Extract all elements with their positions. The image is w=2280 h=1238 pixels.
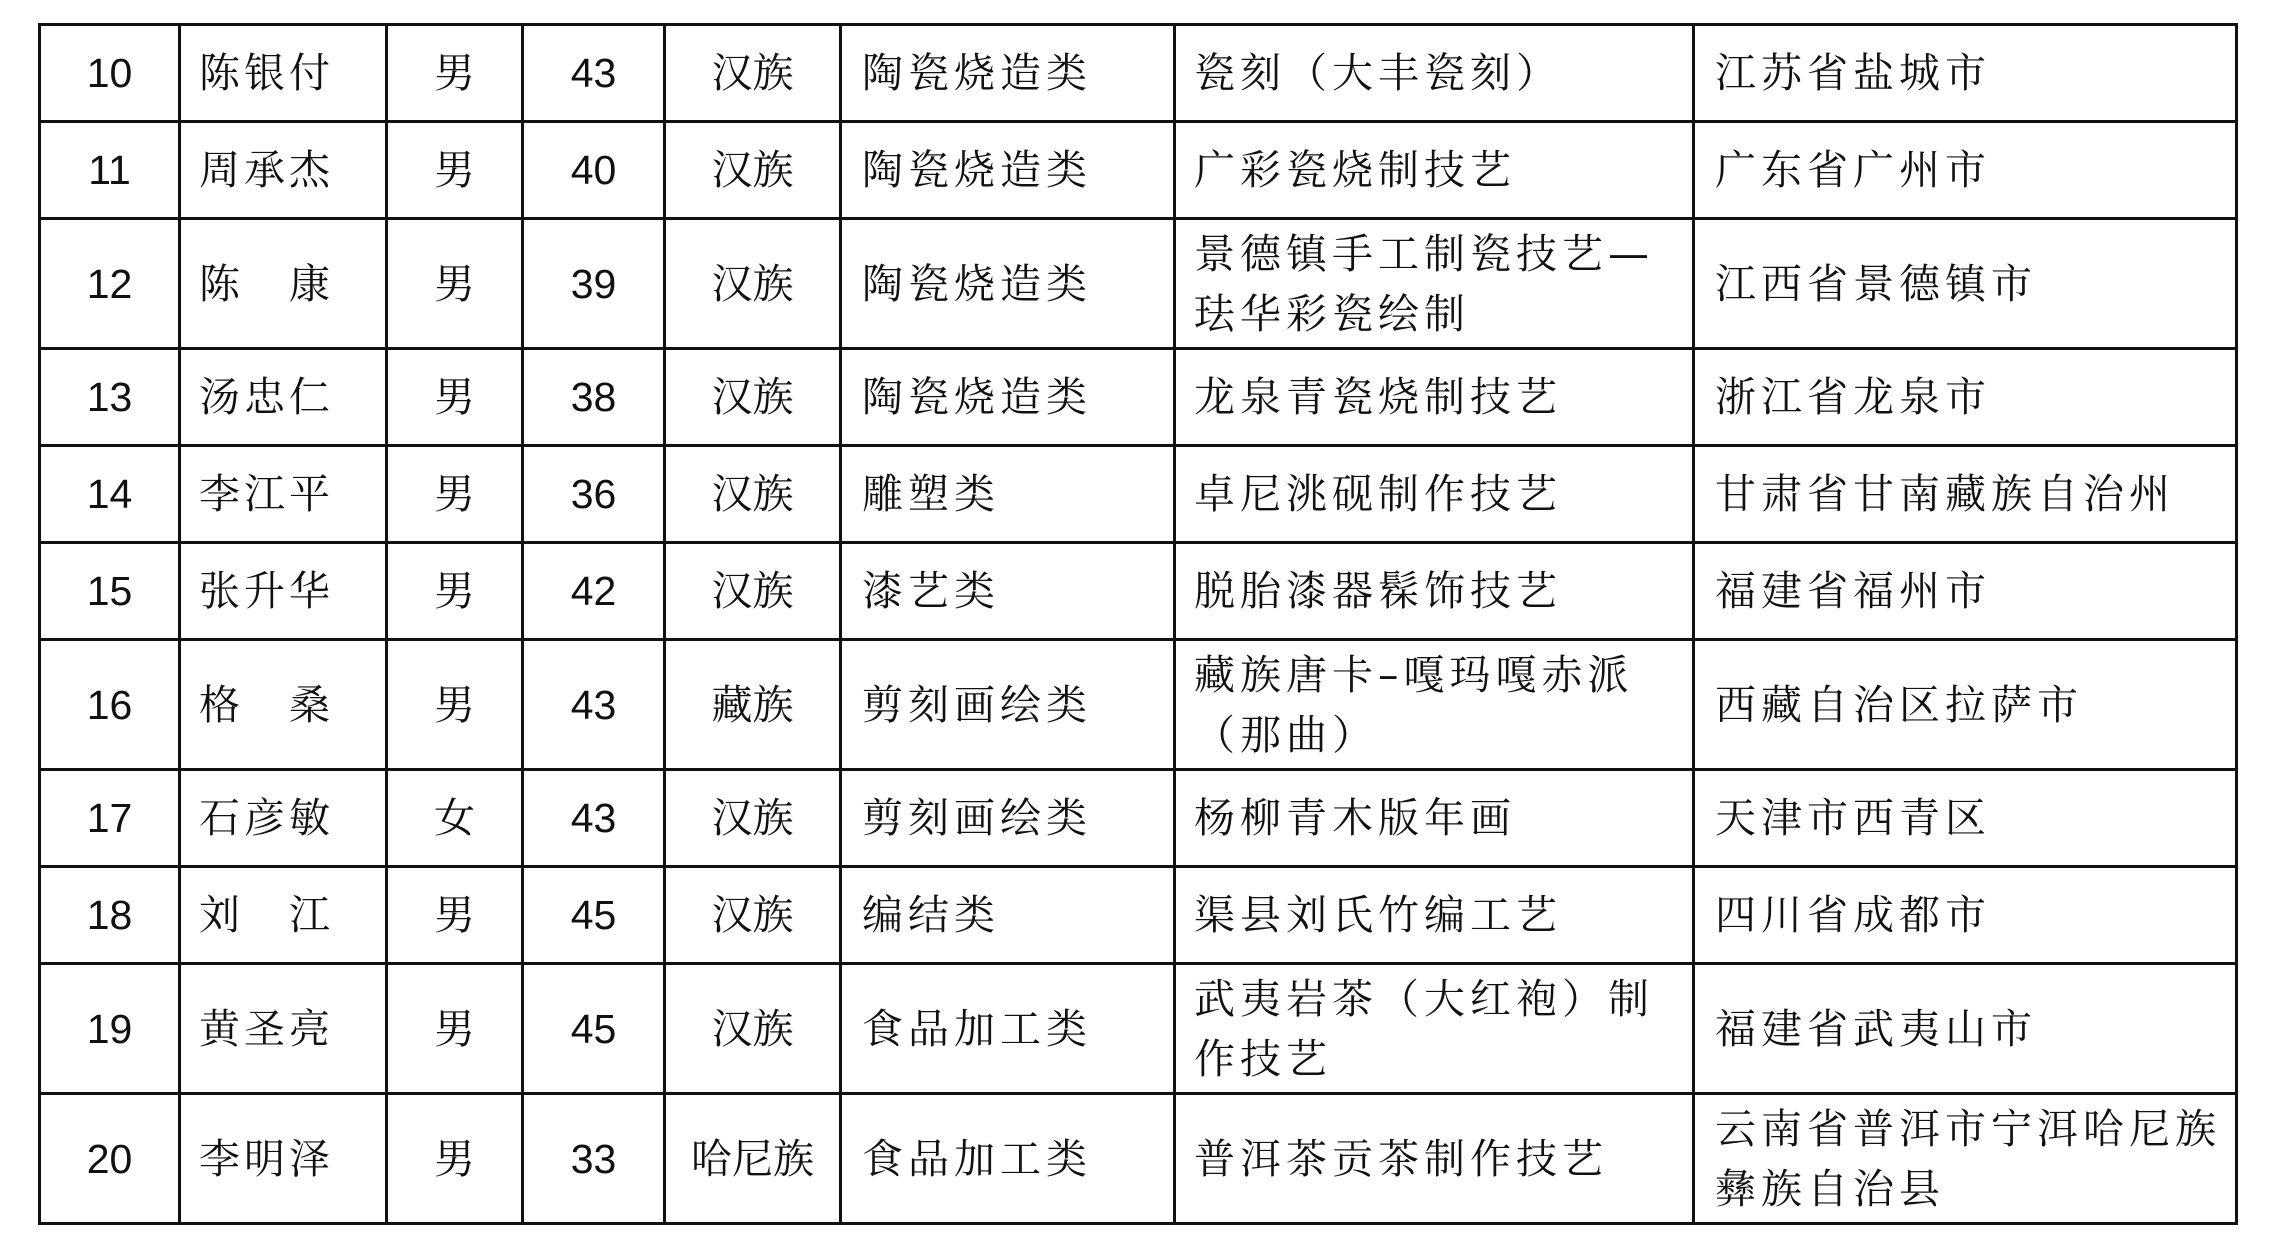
cell-project: 渠县刘氏竹编工艺	[1175, 867, 1694, 964]
cell-age: 43	[523, 770, 665, 867]
cell-sex: 女	[387, 770, 523, 867]
cell-ethnicity: 藏族	[665, 640, 841, 770]
cell-number: 12	[40, 219, 180, 349]
cell-category: 陶瓷烧造类	[841, 122, 1175, 219]
cell-age: 39	[523, 219, 665, 349]
cell-project: 杨柳青木版年画	[1175, 770, 1694, 867]
cell-ethnicity: 汉族	[665, 543, 841, 640]
cell-sex: 男	[387, 640, 523, 770]
cell-sex: 男	[387, 1094, 523, 1224]
cell-project: 卓尼洮砚制作技艺	[1175, 446, 1694, 543]
cell-age: 43	[523, 640, 665, 770]
cell-category: 陶瓷烧造类	[841, 25, 1175, 122]
cell-region: 浙江省龙泉市	[1694, 349, 2237, 446]
cell-number: 16	[40, 640, 180, 770]
table-row	[40, 122, 2237, 219]
cell-age: 45	[523, 964, 665, 1094]
cell-number: 20	[40, 1094, 180, 1224]
cell-ethnicity: 汉族	[665, 25, 841, 122]
cell-ethnicity: 汉族	[665, 964, 841, 1094]
cell-sex: 男	[387, 219, 523, 349]
cell-sex: 男	[387, 25, 523, 122]
cell-ethnicity: 汉族	[665, 770, 841, 867]
table-row	[40, 1094, 2237, 1224]
cell-project: 景德镇手工制瓷技艺—珐华彩瓷绘制	[1175, 219, 1694, 349]
cell-region: 四川省成都市	[1694, 867, 2237, 964]
cell-sex: 男	[387, 122, 523, 219]
cell-region: 甘肃省甘南藏族自治州	[1694, 446, 2237, 543]
cell-category: 食品加工类	[841, 1094, 1175, 1224]
cell-ethnicity: 汉族	[665, 349, 841, 446]
cell-category: 剪刻画绘类	[841, 770, 1175, 867]
table-row	[40, 349, 2237, 446]
cell-ethnicity: 汉族	[665, 867, 841, 964]
cell-age: 42	[523, 543, 665, 640]
cell-name: 陈 康	[180, 219, 387, 349]
cell-ethnicity: 汉族	[665, 446, 841, 543]
cell-name: 李江平	[180, 446, 387, 543]
table-row	[40, 25, 2237, 122]
cell-name: 李明泽	[180, 1094, 387, 1224]
table-row	[40, 770, 2237, 867]
cell-number: 18	[40, 867, 180, 964]
cell-category: 雕塑类	[841, 446, 1175, 543]
cell-age: 40	[523, 122, 665, 219]
cell-project: 脱胎漆器髹饰技艺	[1175, 543, 1694, 640]
cell-age: 43	[523, 25, 665, 122]
cell-age: 45	[523, 867, 665, 964]
cell-category: 食品加工类	[841, 964, 1175, 1094]
cell-number: 10	[40, 25, 180, 122]
cell-ethnicity: 哈尼族	[665, 1094, 841, 1224]
cell-project: 龙泉青瓷烧制技艺	[1175, 349, 1694, 446]
cell-ethnicity: 汉族	[665, 219, 841, 349]
cell-age: 36	[523, 446, 665, 543]
table-row	[40, 219, 2237, 349]
cell-name: 石彦敏	[180, 770, 387, 867]
cell-region: 江西省景德镇市	[1694, 219, 2237, 349]
cell-region: 福建省武夷山市	[1694, 964, 2237, 1094]
cell-number: 11	[40, 122, 180, 219]
cell-region: 福建省福州市	[1694, 543, 2237, 640]
cell-number: 19	[40, 964, 180, 1094]
cell-name: 周承杰	[180, 122, 387, 219]
cell-name: 格 桑	[180, 640, 387, 770]
cell-name: 刘 江	[180, 867, 387, 964]
inheritor-table	[38, 23, 2238, 1225]
cell-number: 17	[40, 770, 180, 867]
cell-name: 汤忠仁	[180, 349, 387, 446]
table-row	[40, 543, 2237, 640]
table-row	[40, 867, 2237, 964]
cell-name: 张升华	[180, 543, 387, 640]
cell-region: 西藏自治区拉萨市	[1694, 640, 2237, 770]
table-body	[40, 25, 2237, 1224]
cell-project: 普洱茶贡茶制作技艺	[1175, 1094, 1694, 1224]
cell-category: 剪刻画绘类	[841, 640, 1175, 770]
cell-sex: 男	[387, 867, 523, 964]
cell-category: 陶瓷烧造类	[841, 219, 1175, 349]
cell-category: 编结类	[841, 867, 1175, 964]
cell-age: 38	[523, 349, 665, 446]
cell-project: 武夷岩茶（大红袍）制作技艺	[1175, 964, 1694, 1094]
cell-sex: 男	[387, 446, 523, 543]
cell-sex: 男	[387, 349, 523, 446]
cell-region: 江苏省盐城市	[1694, 25, 2237, 122]
table-row	[40, 640, 2237, 770]
cell-project: 瓷刻（大丰瓷刻）	[1175, 25, 1694, 122]
cell-category: 陶瓷烧造类	[841, 349, 1175, 446]
cell-name: 陈银付	[180, 25, 387, 122]
table-row	[40, 446, 2237, 543]
cell-number: 13	[40, 349, 180, 446]
cell-number: 15	[40, 543, 180, 640]
cell-project: 广彩瓷烧制技艺	[1175, 122, 1694, 219]
cell-sex: 男	[387, 964, 523, 1094]
cell-name: 黄圣亮	[180, 964, 387, 1094]
cell-number: 14	[40, 446, 180, 543]
cell-region: 天津市西青区	[1694, 770, 2237, 867]
table-row	[40, 964, 2237, 1094]
cell-ethnicity: 汉族	[665, 122, 841, 219]
cell-category: 漆艺类	[841, 543, 1175, 640]
cell-region: 广东省广州市	[1694, 122, 2237, 219]
cell-age: 33	[523, 1094, 665, 1224]
cell-project: 藏族唐卡–嘎玛嘎赤派（那曲）	[1175, 640, 1694, 770]
cell-region: 云南省普洱市宁洱哈尼族彝族自治县	[1694, 1094, 2237, 1224]
cell-sex: 男	[387, 543, 523, 640]
